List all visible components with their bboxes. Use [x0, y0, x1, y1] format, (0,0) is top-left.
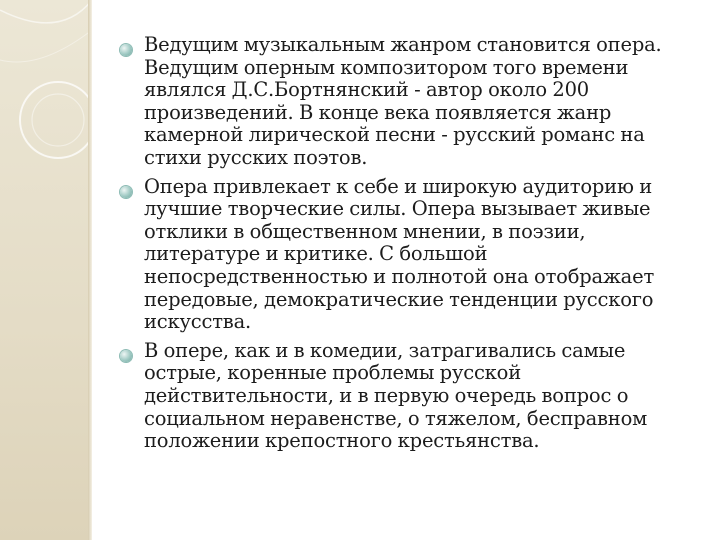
bullet-dot-icon: [120, 44, 132, 56]
bullet-text: В опере, как и в комедии, затрагивались самые острые, коренные проблемы русской действительности, и в первую очередь вопрос о социальном неравенстве, о тяжелом, бесправном положении крепостного крестьянства.: [144, 338, 648, 453]
decorative-side-panel: [0, 0, 92, 540]
decorative-circles-graphic: [0, 0, 92, 540]
bullet-item-2: [118, 176, 666, 334]
bullet-item-3: [118, 340, 666, 453]
bullet-text: Опера привлекает к себе и широкую аудиторию и лучшие творческие силы. Опера вызывает живые отклики в общественном мнении, в поэзии, литературе и критике. С большой непосредственностью и полнотой она отображает передовые, демократические тенденции русского искусства.: [144, 174, 655, 334]
bullet-list: [118, 34, 666, 459]
bullet-item-1: [118, 34, 666, 170]
bullet-dot-icon: [120, 350, 132, 362]
side-panel-edge: [88, 0, 92, 540]
bullet-text: Ведущим музыкальным жанром становится опера. Ведущим оперным композитором того времени являлся Д.С.Бортнянский - автор около 200 произведений. В конце века появляется жанр камерной лирической песни - русский романс на стихи русских поэтов.: [144, 33, 662, 169]
bullet-dot-icon: [120, 186, 132, 198]
